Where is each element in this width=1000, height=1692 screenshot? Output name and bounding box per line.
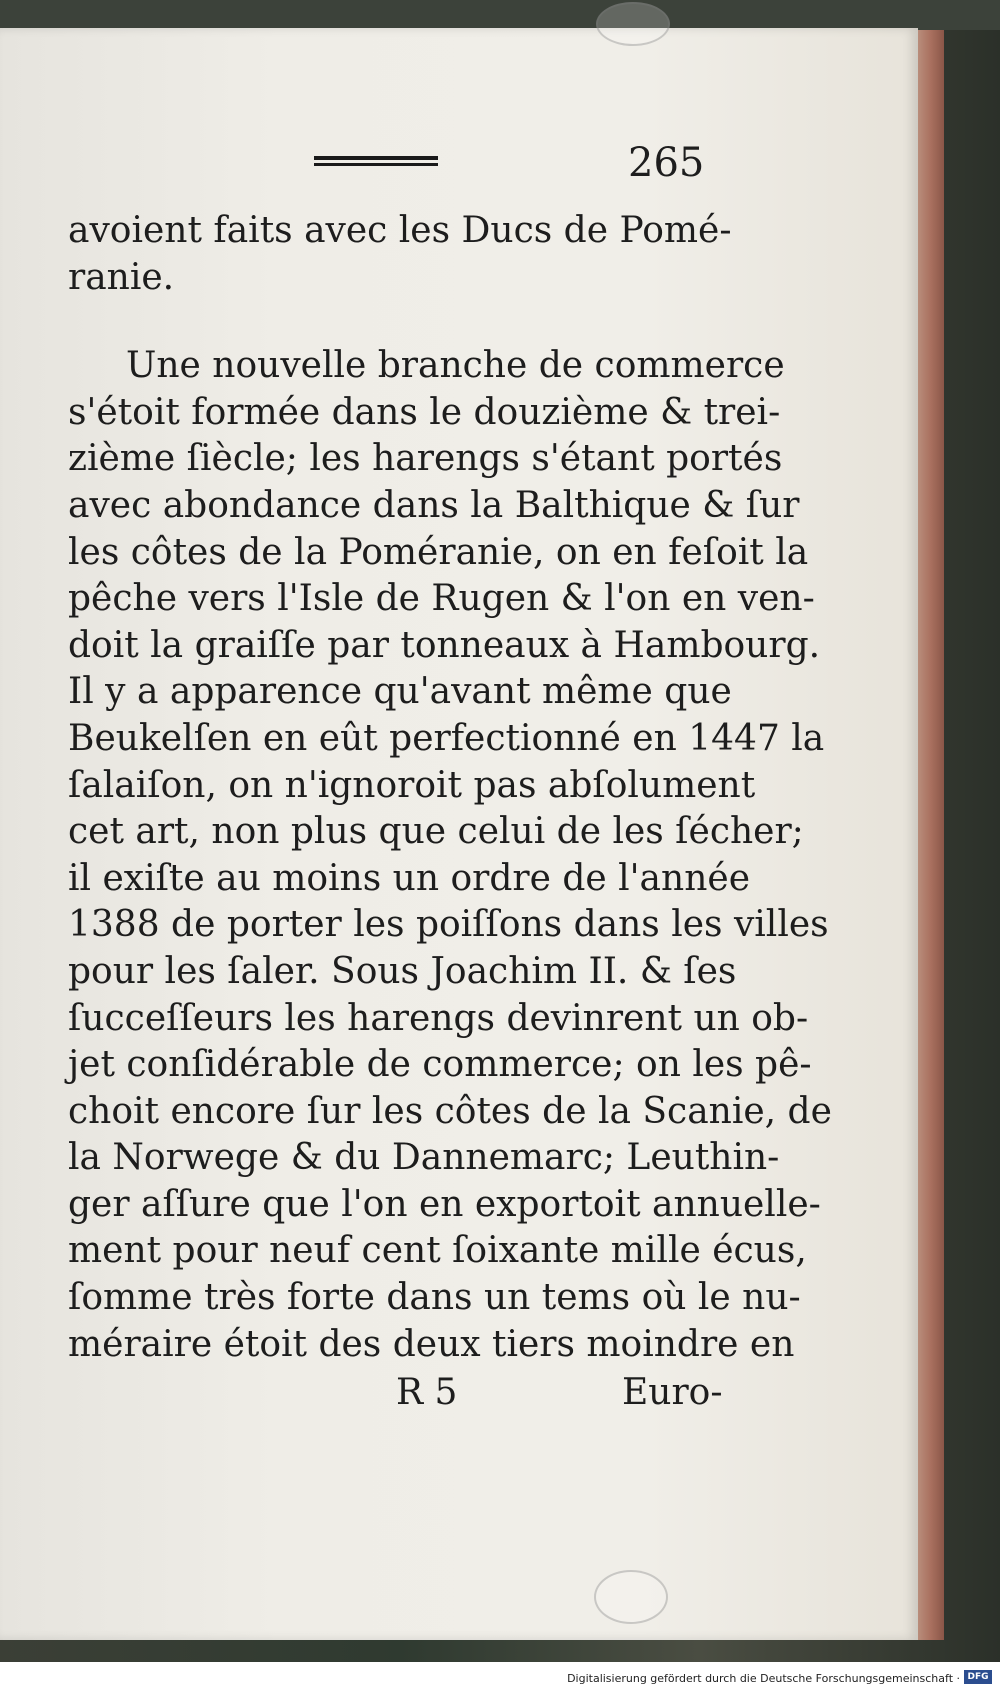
header-rule [314,156,438,166]
text-line: choit encore ſur les côtes de la Scanie, de [68,1090,832,1132]
text-line: ſomme très forte dans un tems où le nu- [68,1277,801,1319]
text-line: Une nouvelle branche de commerce [126,345,785,387]
text-line: pour les ſaler. Sous Joachim II. & ſes [68,950,737,992]
text-line: méraire étoit des deux tiers moindre en [68,1323,795,1365]
text-line: Beukelſen en eût perfectionné en 1447 la [68,717,825,759]
text-line: jet conſidérable de commerce; on les pê- [68,1044,812,1086]
text-line: 1388 de porter les poiſſons dans les villes [68,904,829,946]
text-line: zième ſiècle; les harengs s'étant portés [68,438,783,480]
text-line: Il y a apparence qu'avant même que [68,671,732,713]
signature-mark: R 5 [396,1372,458,1413]
text-line: ment pour neuf cent ſoixante mille écus, [68,1230,807,1272]
text-line: avec abondance dans la Balthique & ſur [68,484,800,526]
text-line: pêche vers l'Isle de Rugen & l'on en ven- [68,578,815,620]
book-cover-top [0,0,1000,30]
text-line: doit la graiſſe par tonneaux à Hambourg. [68,624,821,666]
text-line: il exiſte au moins un ordre de l'année [68,857,750,899]
text-line: s'étoit formée dans le douzième & trei- [68,391,781,433]
text-line: ſucceſſeurs les harengs devinrent un ob- [68,997,809,1039]
text-line: ranie. [68,256,175,298]
text-line: la Norwege & du Dannemarc; Leuthin- [68,1137,780,1179]
text-line: ſalaiſon, on n'ignoroit pas abſolument [68,764,756,806]
dfg-logo: DFG [964,1670,992,1684]
text-line: ger aſſure que l'on en exportoit annuelle- [68,1183,821,1225]
body-text [68,208,832,1368]
page-number: 265 [628,140,705,186]
page-clip-bottom-icon [594,1570,668,1624]
text-line: avoient faits avec les Ducs de Pomé- [68,210,732,251]
paragraph-gap [68,301,708,343]
text-line: cet art, non plus que celui de les ſécher; [68,811,804,853]
digitization-credit: Digitalisierung gefördert durch die Deutsche Forschungsgemeinschaft · [567,1672,960,1685]
catchword: Euro- [622,1372,723,1413]
page-clip-top-icon [596,2,670,46]
text-line: les côtes de la Poméranie, on en feſoit la [68,531,809,573]
